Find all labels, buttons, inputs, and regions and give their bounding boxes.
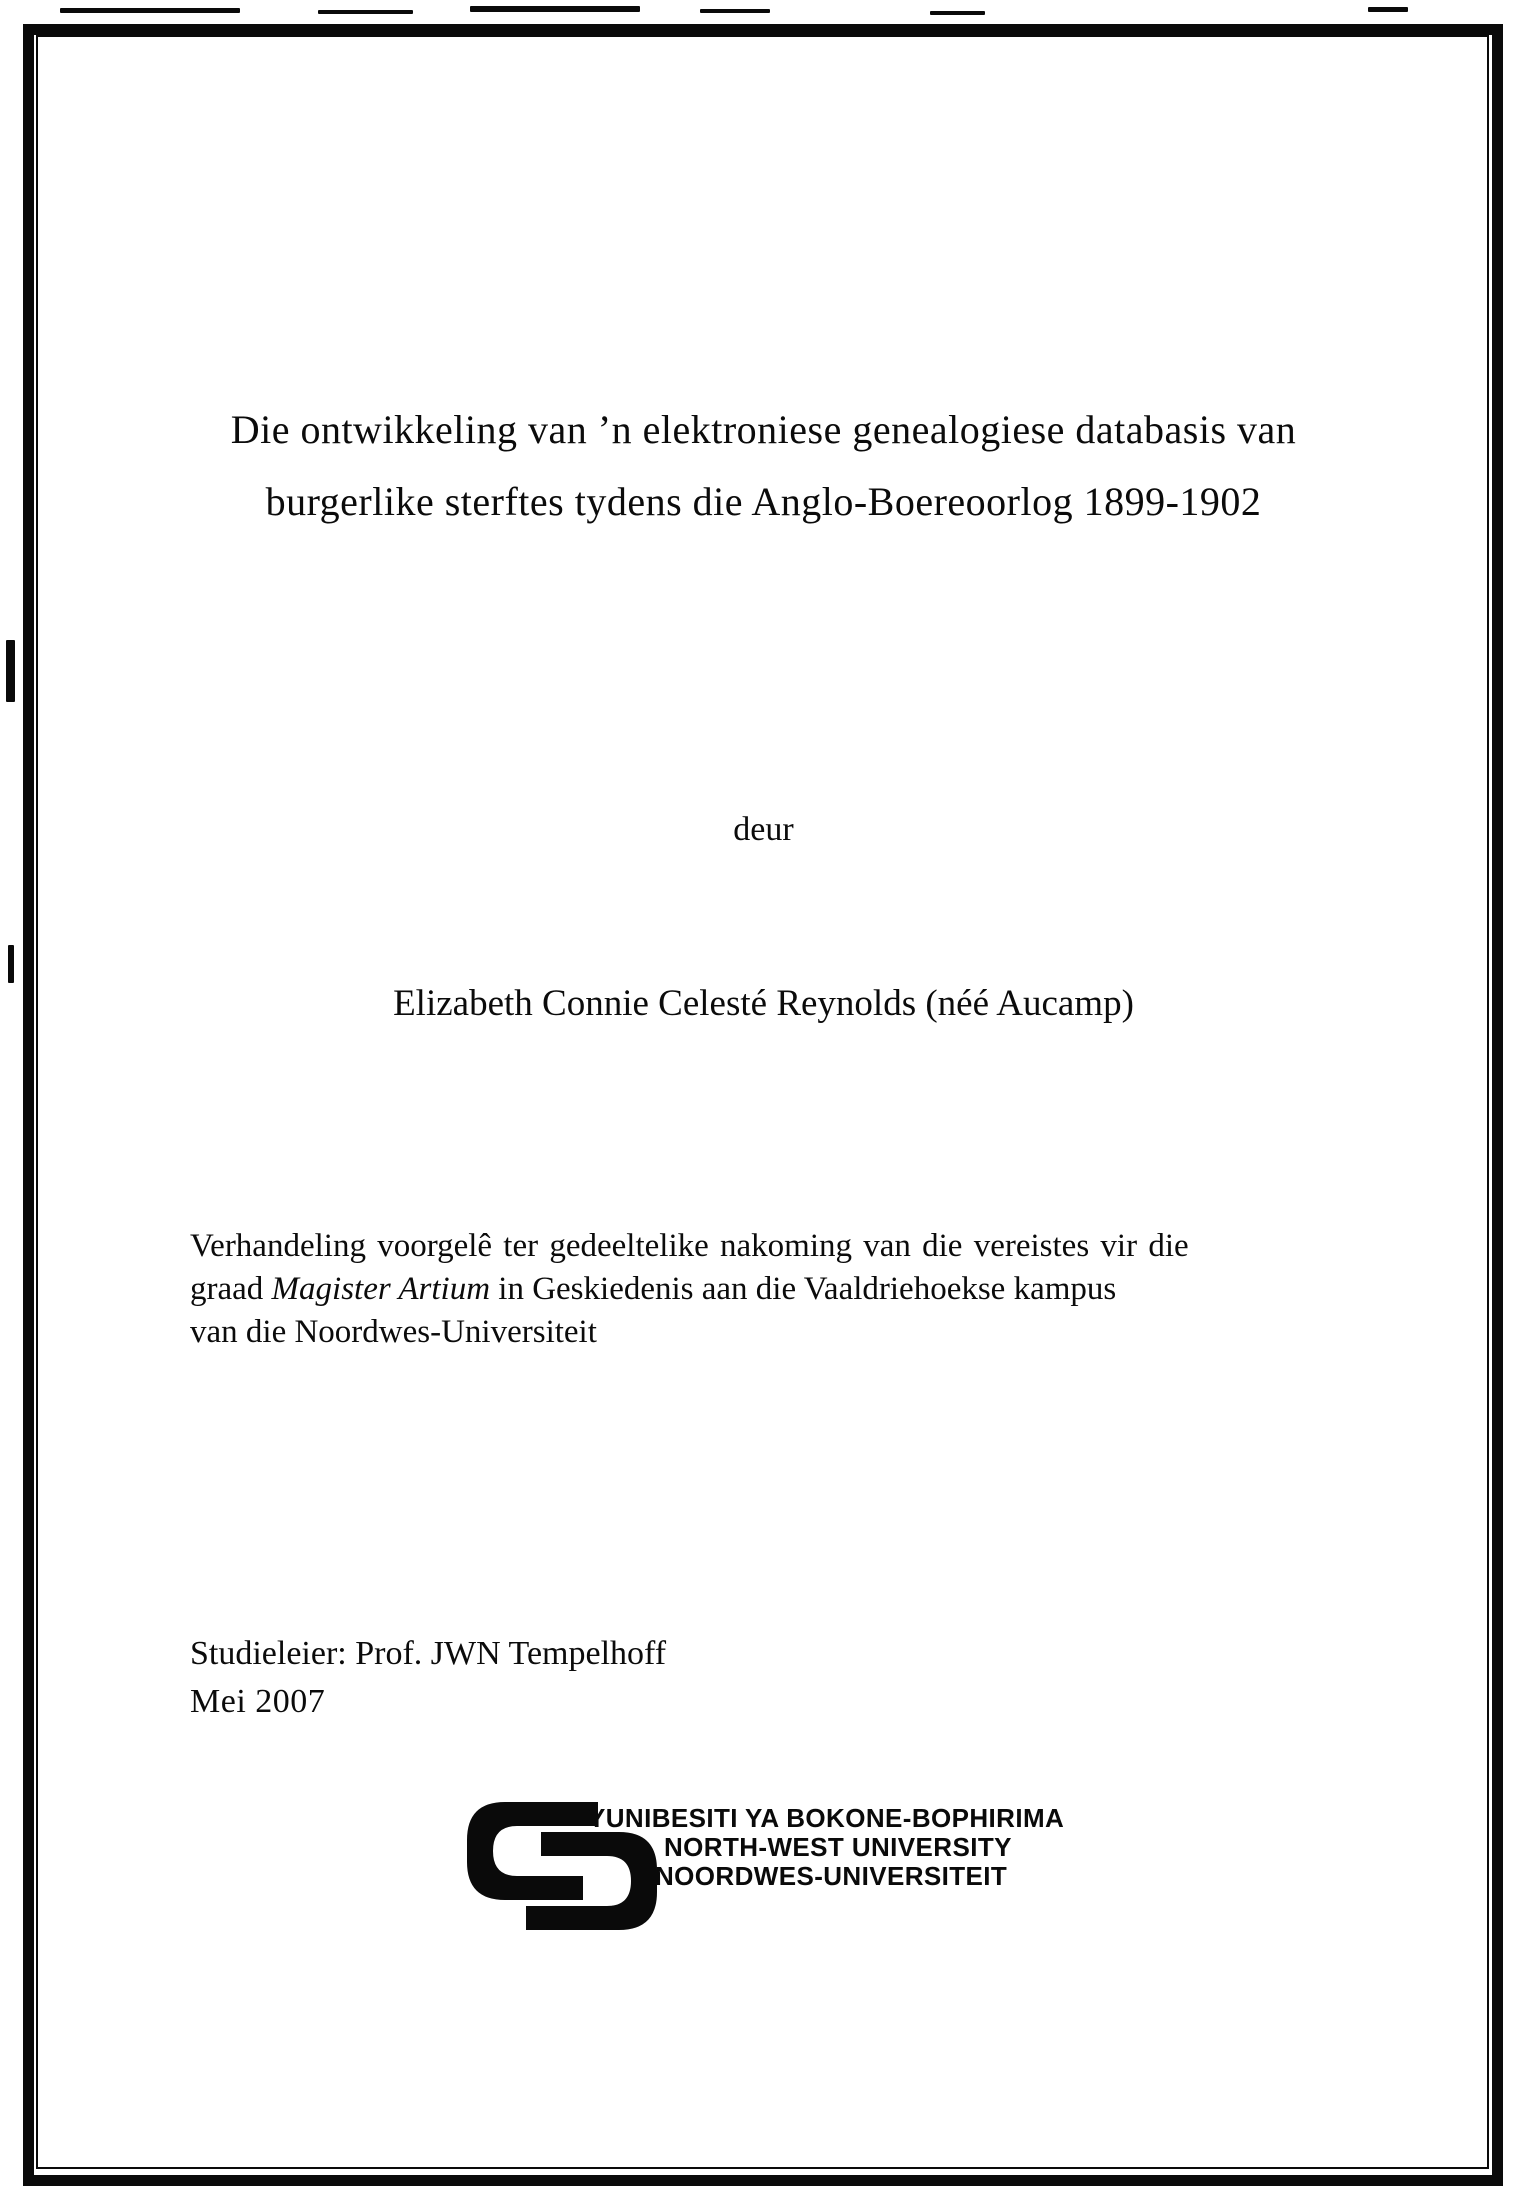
scan-artifact bbox=[930, 11, 985, 15]
byline-label: deur bbox=[733, 811, 794, 848]
title-line-1: Die ontwikkeling van ’n elektroniese genealogiese databasis van bbox=[230, 407, 1297, 452]
scan-artifact bbox=[8, 945, 14, 983]
logo-text-line-1: YUNIBESITI YA BOKONE-BOPHIRIMA bbox=[588, 1803, 1065, 1833]
supervisor-line: Studieleier: Prof. JWN Tempelhoff bbox=[190, 1635, 667, 1672]
degree-declaration bbox=[190, 1225, 1340, 1354]
date-line: Mei 2007 bbox=[190, 1683, 326, 1720]
declaration-line-2 bbox=[190, 1268, 1340, 1311]
declaration-line-1: Verhandeling voorgelê ter gedeeltelike nakoming van die vereistes vir die bbox=[190, 1228, 1189, 1264]
scan-artifact bbox=[1368, 7, 1408, 12]
scan-artifact bbox=[700, 9, 770, 13]
logo-text-line-2: NORTH-WEST UNIVERSITY bbox=[664, 1832, 1012, 1862]
declaration-line-3: van die Noordwes-Universiteit bbox=[190, 1314, 597, 1350]
scan-artifact bbox=[6, 640, 15, 702]
scan-artifact bbox=[60, 8, 240, 13]
declaration-line-2-prefix: graad bbox=[190, 1271, 272, 1307]
degree-name: Magister Artium bbox=[271, 1271, 491, 1307]
supervisor-block bbox=[190, 1630, 666, 1726]
declaration-line-2-suffix: in Geskiedenis aan die Vaaldriehoekse kampus bbox=[490, 1271, 1117, 1307]
university-logo-text bbox=[588, 1804, 1064, 1891]
title-line-2: burgerlike sterftes tydens die Anglo-Boereoorlog 1899-1902 bbox=[265, 479, 1262, 524]
logo-text-line-3: NOORDWES-UNIVERSITEIT bbox=[655, 1861, 1008, 1891]
scan-artifact bbox=[470, 6, 640, 12]
page-title bbox=[90, 394, 1437, 538]
author-name: Elizabeth Connie Celesté Reynolds (néé Aucamp) bbox=[393, 983, 1134, 1024]
scan-artifact bbox=[318, 10, 413, 14]
